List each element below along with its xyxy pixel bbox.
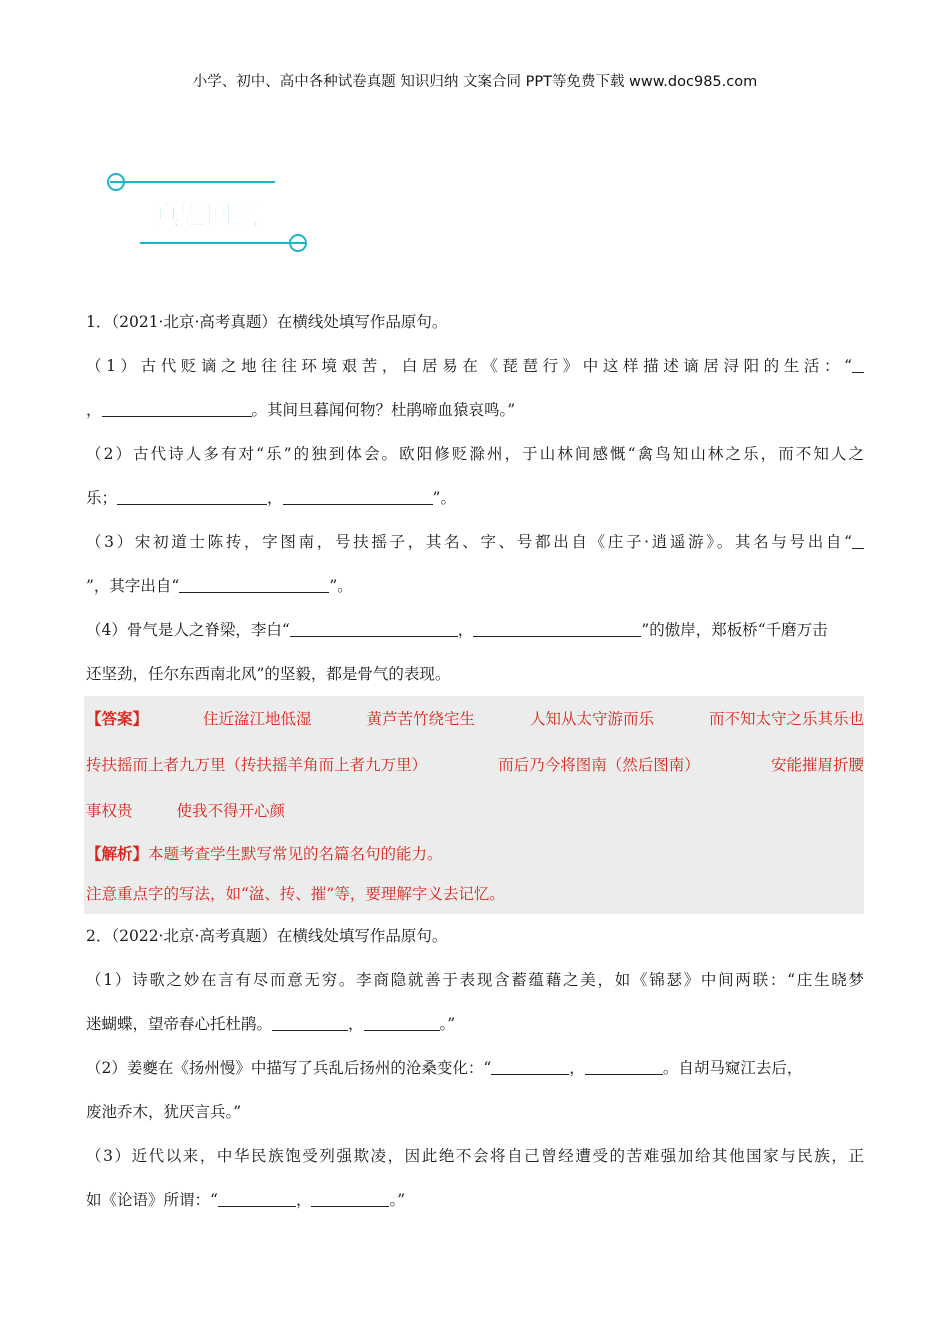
q2-part2-line2: 废池乔木，犹厌言兵。” (86, 1103, 242, 1121)
q2-part1-line2: 迷蝴蝶，望帝春心托杜鹃。 ， 。” (86, 1002, 864, 1046)
q2-part1-line1: （1）诗歌之妙在言有尽而意无穷。李商隐就善于表现含蓄蕴藉之美，如《锦瑟》中间两联：“庄生晓梦 (86, 971, 864, 989)
answer-item: 黄芦苦竹绕宅生 (366, 710, 475, 728)
q1-part4-line1: （4）骨气是人之脊梁，李白“ ， ”的傲岸，郑板桥“千磨万击 (86, 608, 864, 652)
answer-item: 事权贵 (86, 802, 133, 820)
answer-label: 【答案】 (86, 709, 149, 728)
explanation-line-1: 【解析】本题考查学生默写常见的名篇名句的能力。 (86, 844, 443, 863)
q1-part2-line2: 乐； ， ”。 (86, 476, 864, 520)
answer-row-2 (86, 742, 864, 788)
answer-box (84, 696, 864, 914)
answer-row-3 (86, 788, 864, 834)
question-content (86, 300, 864, 1222)
q1-part4-line2: 还坚劲，任尔东西南北风”的坚毅，都是骨气的表现。 (86, 665, 451, 683)
page-header: 小学、初中、高中各种试卷真题 知识归纳 文案合同 PPT等免费下载 www.doc985.com (192, 74, 758, 90)
section-banner (100, 168, 315, 260)
q2-part2-line1: （2）姜夔在《扬州慢》中描写了兵乱后扬州的沧桑变化：“ ， 。自胡马窥江去后， (86, 1046, 864, 1090)
q2-part3-line1: （3）近代以来，中华民族饱受列强欺凌，因此绝不会将自己曾经遭受的苦难强加给其他国家与民族，正 (86, 1147, 864, 1165)
answer-item: 安能摧眉折腰 (770, 756, 864, 774)
q1-part1-line1: （1）古代贬谪之地往往环境艰苦，白居易在《琵琶行》中这样描述谪居浔阳的生活：“ (86, 344, 864, 388)
answer-item: 人知从太守游而乐 (529, 710, 654, 728)
q1-part2-line1: （2）古代诗人多有对“乐”的独到体会。欧阳修贬滁州，于山林间感慨“禽鸟知山林之乐，而不知人之 (86, 445, 864, 463)
q1-part1-line2: ， 。其间旦暮闻何物？杜鹃啼血猿哀鸣。” (86, 388, 864, 432)
banner-title: 真题回顾 (154, 201, 259, 231)
answer-row-1 (86, 696, 864, 742)
explanation-line-2: 注意重点字的写法，如“湓、抟、摧”等，要理解字义去记忆。 (86, 885, 505, 903)
explanation-label: 【解析】 (86, 844, 149, 863)
answer-item: 而不知太守之乐其乐也 (708, 710, 864, 728)
q1-part3-line1: （3）宋初道士陈抟，字图南，号扶摇子，其名、字、号都出自《庄子·逍遥游》。其名与号出自“ (86, 520, 864, 564)
q1-part3-line2: ”，其字出自“ ”。 (86, 564, 864, 608)
answer-item: 而后乃今将图南（然后图南） (498, 756, 700, 774)
answer-item: 抟扶摇而上者九万里（抟扶摇羊角而上者九万里） (86, 756, 428, 774)
answer-item: 住近湓江地低湿 (202, 710, 312, 728)
q2-part3-line2: 如《论语》所谓：“ ， 。” (86, 1178, 864, 1222)
q1-title: 1．（2021·北京·高考真题）在横线处填写作品原句。 (86, 313, 448, 331)
answer-item: 使我不得开心颜 (176, 802, 286, 820)
q2-title: 2．（2022·北京·高考真题）在横线处填写作品原句。 (86, 927, 448, 945)
